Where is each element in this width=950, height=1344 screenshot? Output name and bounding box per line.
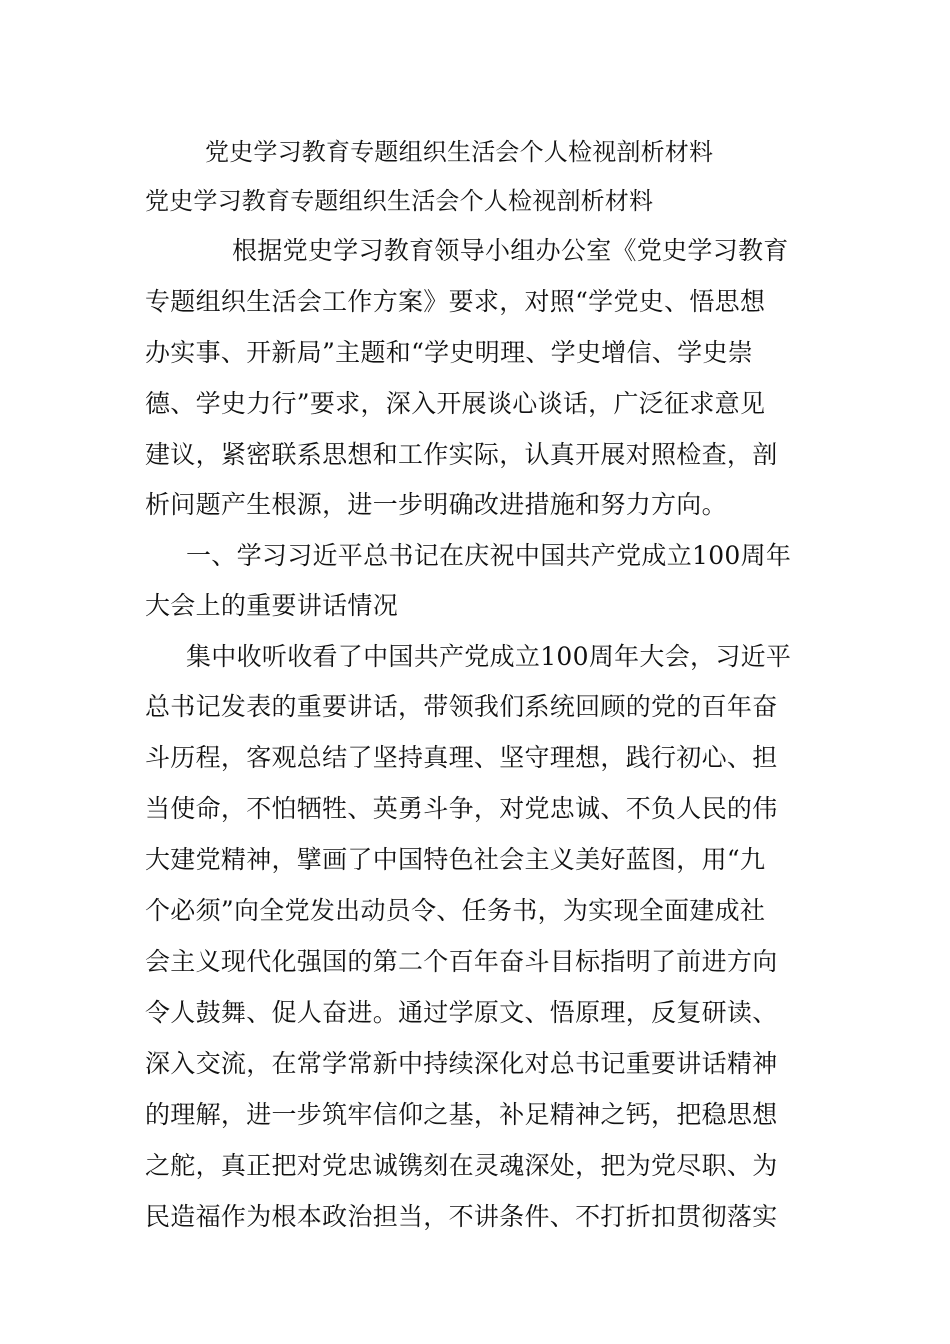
body-line: 总书记发表的重要讲话，带领我们系统回顾的党的百年奋: [145, 692, 778, 721]
document-subtitle: 党史学习教育专题组织生活会个人检视剖析材料: [145, 187, 654, 215]
intro-line: 办实事、开新局”主题和“学史明理、学史增信、学史崇: [145, 338, 754, 367]
body-line: 个必须”向全党发出动员令、任务书，为实现全面建成社: [145, 896, 766, 925]
intro-line: 根据党史学习教育领导小组办公室《党史学习教育: [232, 236, 789, 265]
body-line: 集中收听收看了中国共产党成立100周年大会，习近平: [186, 642, 792, 671]
section-heading: 大会上的重要讲话情况: [145, 591, 399, 620]
intro-line: 专题组织生活会工作方案》要求，对照“学党史、悟思想: [145, 287, 766, 316]
body-line: 会主义现代化强国的第二个百年奋斗目标指明了前进方向: [145, 947, 778, 976]
body-line: 的理解，进一步筑牢信仰之基，补足精神之钙，把稳思想: [145, 1100, 778, 1129]
body-line: 当使命，不怕牺牲、英勇斗争，对党忠诚、不负人民的伟: [145, 794, 778, 823]
body-line: 令人鼓舞、促人奋进。通过学原文、悟原理，反复研读、: [145, 998, 778, 1027]
body-line: 民造福作为根本政治担当，不讲条件、不打折扣贯彻落实: [145, 1202, 778, 1231]
body-line: 大建党精神，擘画了中国特色社会主义美好蓝图，用“九: [145, 845, 766, 874]
document-title: 党史学习教育专题组织生活会个人检视剖析材料: [205, 138, 714, 166]
intro-line: 建议，紧密联系思想和工作实际，认真开展对照检查，剖: [145, 440, 778, 469]
body-line: 之舵，真正把对党忠诚镌刻在灵魂深处，把为党尽职、为: [145, 1151, 778, 1180]
intro-line: 德、学史力行”要求，深入开展谈心谈话，广泛征求意见: [145, 389, 766, 418]
intro-line: 析问题产生根源，进一步明确改进措施和努力方向。: [145, 490, 727, 519]
body-line: 深入交流，在常学常新中持续深化对总书记重要讲话精神: [145, 1049, 778, 1078]
section-heading: 一、学习习近平总书记在庆祝中国共产党成立100周年: [186, 541, 792, 570]
body-line: 斗历程，客观总结了坚持真理、坚守理想，践行初心、担: [145, 743, 778, 772]
